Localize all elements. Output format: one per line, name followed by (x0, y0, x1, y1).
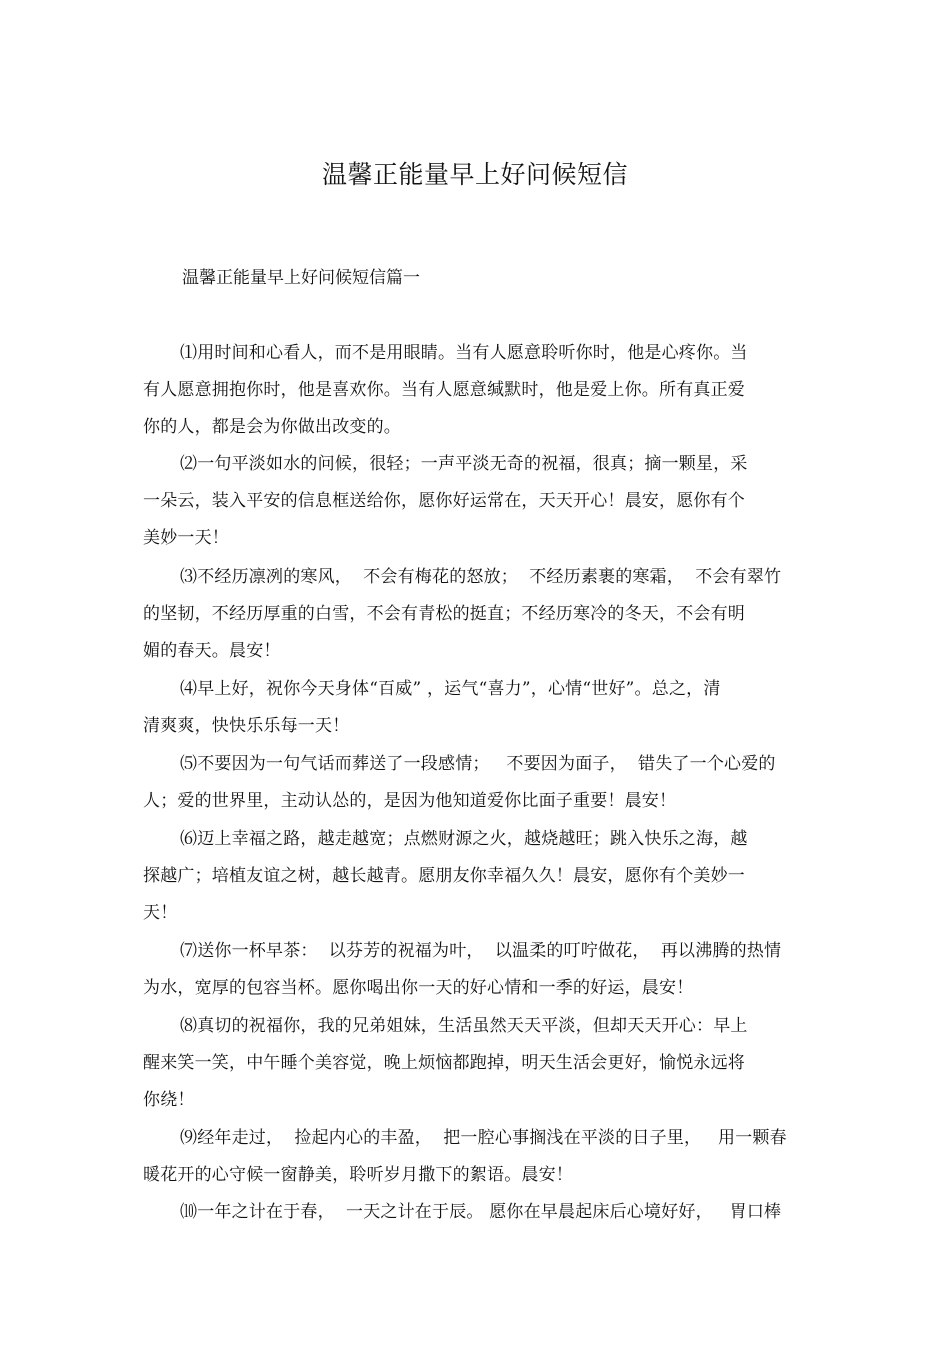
text-line: ⑽一年之计在于春， 一天之计在于辰。 愿你在早晨起床后心境好好， 胃口棒 (180, 1202, 782, 1222)
text-line: 媚的春天。晨安！ (143, 641, 281, 661)
text-line: 的坚韧，不经历厚重的白雪，不会有青松的挺直；不经历寒冷的冬天，不会有明 (143, 604, 745, 624)
text-line: 醒来笑一笑，中午睡个美容觉，晚上烦恼都跑掉，明天生活会更好，愉悦永远将 (143, 1053, 745, 1073)
text-line: 为水，宽厚的包容当杯。愿你喝出你一天的好心情和一季的好运，晨安！ (143, 978, 694, 998)
text-line: ⑼经年走过， 捡起内心的丰盈， 把一腔心事搁浅在平淡的日子里， 用一颗春 (180, 1128, 787, 1148)
text-line: 一朵云，装入平安的信息框送给你，愿你好运常在，天天开心！晨安，愿你有个 (143, 491, 745, 511)
text-line: 暖花开的心守候一窗静美，聆听岁月撒下的絮语。晨安！ (143, 1165, 573, 1185)
section-heading: 温馨正能量早上好问候短信篇一 (182, 268, 420, 288)
text-line: 探越广；培植友谊之树，越长越青。愿朋友你幸福久久！晨安，愿你有个美妙一 (143, 866, 745, 886)
text-line: 美妙一天！ (143, 528, 229, 548)
text-line: ⑹迈上幸福之路，越走越宽；点燃财源之火，越烧越旺；跳入快乐之海，越 (180, 829, 748, 849)
text-line: 你绕！ (143, 1090, 195, 1110)
text-line: 清爽爽，快快乐乐每一天！ (143, 716, 350, 736)
text-line: 你的人，都是会为你做出改变的。 (143, 417, 401, 437)
text-line: ⑵一句平淡如水的问候，很轻；一声平淡无奇的祝福，很真；摘一颗星，采 (180, 454, 748, 474)
text-line: ⑴用时间和心看人，而不是用眼睛。当有人愿意聆听你时，他是心疼你。当 (180, 343, 748, 363)
text-line: ⑶不经历凛冽的寒风， 不会有梅花的怒放； 不经历素裹的寒霜， 不会有翠竹 (180, 567, 782, 587)
text-line: 有人愿意拥抱你时，他是喜欢你。当有人愿意缄默时，他是爱上你。所有真正爱 (143, 380, 745, 400)
text-line: ⑸不要因为一句气话而葬送了一段感情； 不要因为面子， 错失了一个心爱的 (180, 754, 776, 774)
text-line: ⑻真切的祝福你，我的兄弟姐妹，生活虽然天天平淡，但却天天开心：早上 (180, 1016, 748, 1036)
text-line: 天！ (143, 903, 178, 923)
document-title: 温馨正能量早上好问候短信 (321, 160, 628, 189)
text-line: ⑷早上好，祝你今天身体“百威” ，运气“喜力”，心情“世好”。总之，清 (180, 679, 721, 699)
text-line: ⑺送你一杯早茶： 以芬芳的祝福为叶， 以温柔的叮咛做花， 再以沸腾的热情 (180, 941, 782, 961)
text-line: 人；爱的世界里，主动认怂的，是因为他知道爱你比面子重要！晨安！ (143, 791, 677, 811)
